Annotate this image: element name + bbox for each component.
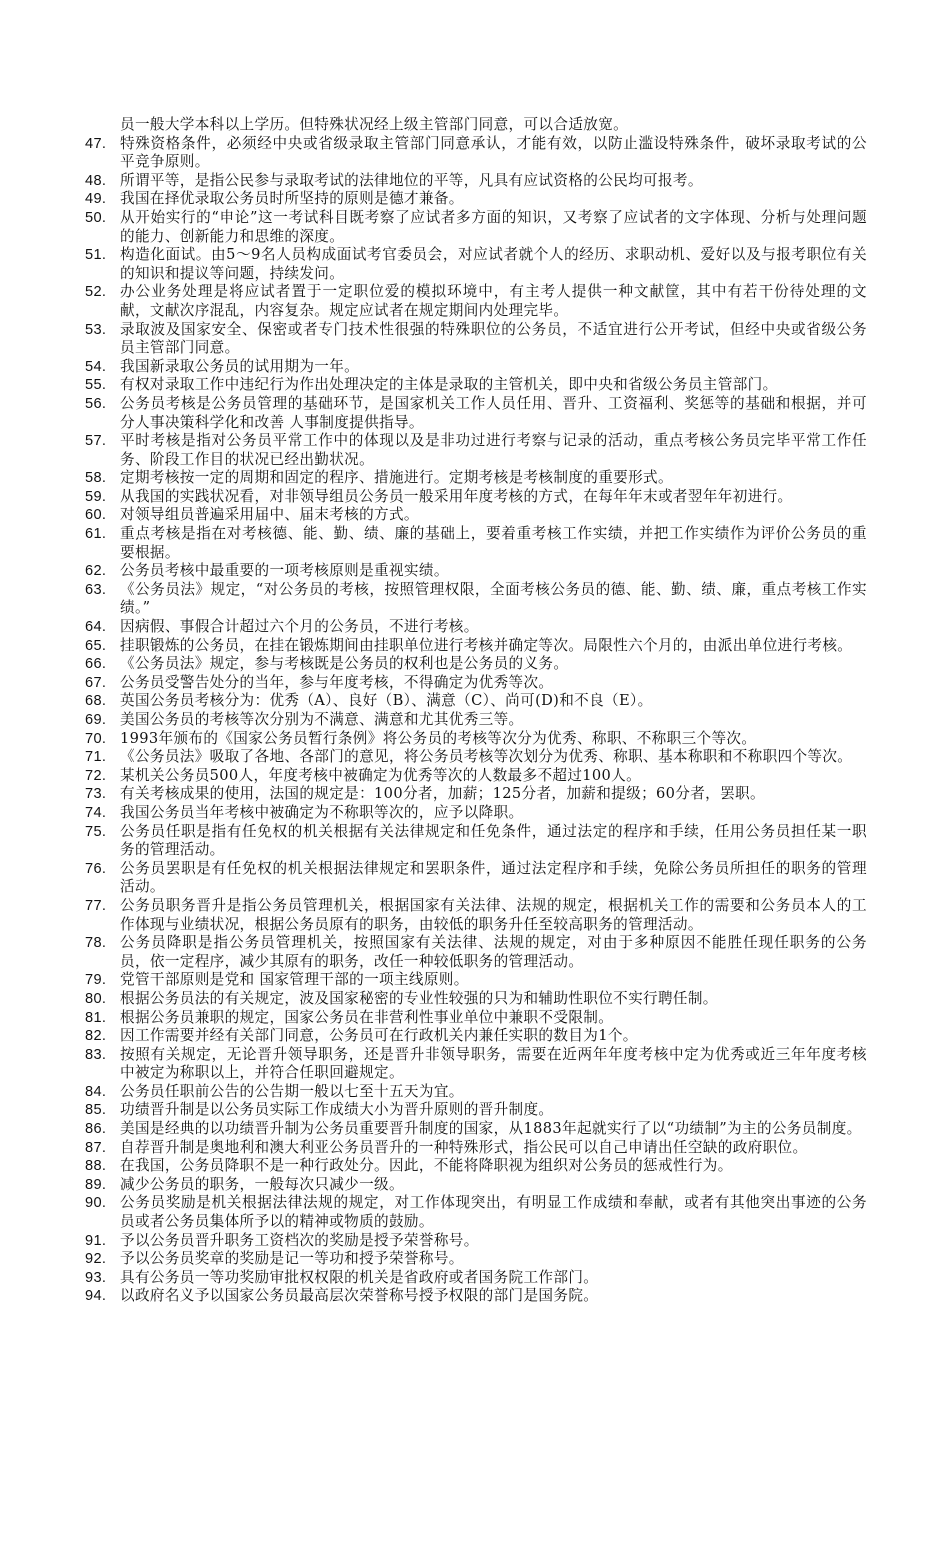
item-number: 72. <box>85 767 107 784</box>
item-text: 我国新录取公务员的试用期为一年。 <box>120 357 360 375</box>
list-item <box>85 135 867 172</box>
list-item <box>85 1027 867 1046</box>
item-number: 94. <box>85 1288 107 1305</box>
item-number: 81. <box>85 1009 107 1026</box>
continued-paragraph: 员一般大学本科以上学历。但特殊状况经上级主管部门同意，可以合适放宽。 <box>120 116 629 133</box>
document-page <box>85 116 867 1306</box>
item-number: 83. <box>85 1046 107 1063</box>
item-text: 功绩晋升制是以公务员实际工作成绩大小为晋升原则的晋升制度。 <box>120 1101 554 1119</box>
item-number: 51. <box>85 247 107 264</box>
item-text: 从我国的实践状况看，对非领导组员公务员一般采用年度考核的方式，在每年年末或者翌年年初进行。 <box>120 487 793 505</box>
item-text: 减少公务员的职务，一般每次只减少一级。 <box>120 1175 404 1193</box>
item-number: 69. <box>85 712 107 728</box>
item-number: 74. <box>85 804 107 821</box>
item-number: 93. <box>85 1269 107 1286</box>
item-number: 79. <box>85 972 107 989</box>
item-text: 根据公务员法的有关规定，波及国家秘密的专业性较强的只为和辅助性职位不实行聘任制。 <box>120 989 718 1007</box>
item-text: 自荐晋升制是奥地利和澳大利亚公务员晋升的一种特殊形式，指公民可以自己申请出任空缺的政府职位。 <box>120 1138 808 1156</box>
list-item <box>85 209 867 246</box>
list-item <box>85 321 867 358</box>
list-item <box>85 730 867 749</box>
item-number: 64. <box>85 619 107 636</box>
list-item <box>85 395 867 432</box>
list-item <box>85 1083 867 1102</box>
item-text: 重点考核是指在对考核德、能、勤、绩、廉的基础上，要着重考核工作实绩，并把工作实绩作为评价公务员的重要根据。 <box>120 525 867 561</box>
item-number: 82. <box>85 1028 107 1045</box>
list-item <box>85 1194 867 1231</box>
item-number: 65. <box>85 637 107 654</box>
numbered-list <box>85 135 867 1306</box>
list-item <box>85 581 867 618</box>
list-item <box>85 469 867 488</box>
list-item <box>85 525 867 562</box>
item-number: 47. <box>85 135 107 152</box>
item-text: 英国公务员考核分为：优秀（A）、良好（B）、满意（C）、尚可(D)和不良（E）。 <box>120 692 653 710</box>
item-text: 平时考核是指对公务员平常工作中的体现以及是非功过进行考察与记录的活动，重点考核公务员完毕平常工作任务、阶段工作目的状况已经出勤状况。 <box>120 432 867 468</box>
item-number: 59. <box>85 488 107 505</box>
list-item <box>85 804 867 823</box>
list-item <box>85 1046 867 1083</box>
item-text: 予以公务员奖章的奖励是记一等功和授予荣誉称号。 <box>120 1250 464 1268</box>
list-item <box>85 860 867 897</box>
list-item <box>85 1139 867 1158</box>
item-text: 对领导组员普遍采用届中、届末考核的方式。 <box>120 506 419 524</box>
list-item <box>85 711 867 730</box>
item-text: 公务员考核是公务员管理的基础环节，是国家机关工作人员任用、晋升、工资福利、奖惩等的基础和根据，并可分人事决策科学化和改善 人事制度提供指导。 <box>120 394 867 431</box>
item-text: 办公业务处理是将应试者置于一定职位爱的模拟环境中，有主考人提供一种文献筐，其中有若干份待处理的文献，文献次序混乱，内容复杂。规定应试者在规定期间内处理完毕。 <box>120 283 867 319</box>
list-item <box>85 376 867 395</box>
list-item <box>85 1120 867 1139</box>
list-item <box>85 823 867 860</box>
item-text: 有权对录取工作中违纪行为作出处理决定的主体是录取的主管机关，即中央和省级公务员主管部门。 <box>120 376 778 394</box>
list-item <box>85 488 867 507</box>
list-item <box>85 655 867 674</box>
item-text: 《公务员法》规定，参与考核既是公务员的权利也是公务员的义务。 <box>120 655 569 673</box>
item-number: 85. <box>85 1102 107 1119</box>
item-text: 我国公务员当年考核中被确定为不称职等次的，应予以降职。 <box>120 803 524 821</box>
item-text: 公务员任职前公告的公告期一般以七至十五天为宜。 <box>120 1082 464 1100</box>
list-item <box>85 283 867 320</box>
item-text: 有关考核成果的使用，法国的规定是：100分者，加薪；125分者，加薪和提级；60分者，罢职。 <box>120 785 765 803</box>
item-text: 公务员受警告处分的当年，参与年度考核，不得确定为优秀等次。 <box>120 673 554 691</box>
item-number: 63. <box>85 581 107 598</box>
list-item <box>85 785 867 804</box>
item-text: 予以公务员晋升职务工资档次的奖励是授予荣誉称号。 <box>120 1231 479 1249</box>
list-item <box>85 1232 867 1251</box>
item-text: 《公务员法》规定，“对公务员的考核，按照管理权限，全面考核公务员的德、能、勤、绩、廉，重点考核工作实绩。” <box>120 580 867 617</box>
item-number: 53. <box>85 321 107 338</box>
list-item <box>85 172 867 191</box>
list-item <box>85 767 867 786</box>
list-item <box>85 897 867 934</box>
list-item <box>85 1157 867 1176</box>
list-item <box>85 432 867 469</box>
item-number: 62. <box>85 563 107 580</box>
item-text: 在我国，公务员降职不是一种行政处分。因此，不能将降职视为组织对公务员的惩戒性行为。 <box>120 1157 733 1175</box>
item-number: 61. <box>85 526 107 543</box>
list-item <box>85 190 867 209</box>
item-number: 76. <box>85 860 107 877</box>
item-number: 88. <box>85 1158 107 1175</box>
list-item <box>85 637 867 656</box>
item-number: 78. <box>85 935 107 952</box>
item-number: 90. <box>85 1195 107 1212</box>
item-text: 因工作需要并经有关部门同意，公务员可在行政机关内兼任实职的数目为1个。 <box>120 1027 638 1045</box>
item-text: 因病假、事假合计超过六个月的公务员，不进行考核。 <box>120 618 479 636</box>
item-number: 49. <box>85 191 107 208</box>
item-number: 71. <box>85 749 107 766</box>
item-text: 美国是经典的以功绩晋升制为公务员重要晋升制度的国家，从1883年起就实行了以“功绩制”为主的公务员制度。 <box>120 1120 862 1138</box>
item-number: 57. <box>85 433 107 450</box>
list-item <box>85 748 867 767</box>
item-number: 67. <box>85 674 107 691</box>
item-number: 54. <box>85 358 107 375</box>
item-text: 具有公务员一等功奖励审批权权限的机关是省政府或者国务院工作部门。 <box>120 1268 599 1286</box>
item-number: 48. <box>85 172 107 189</box>
item-text: 从开始实行的“申论”这一考试科目既考察了应试者多方面的知识，又考察了应试者的文字体现、分析与处理问题的能力、创新能力和思维的深度。 <box>120 208 867 245</box>
item-text: 定期考核按一定的周期和固定的程序、措施进行。定期考核是考核制度的重要形式。 <box>120 469 673 487</box>
item-text: 所谓平等，是指公民参与录取考试的法律地位的平等，凡具有应试资格的公民均可报考。 <box>120 171 703 189</box>
list-item <box>85 674 867 693</box>
item-number: 56. <box>85 395 107 412</box>
list-item <box>85 358 867 377</box>
item-text: 1993年颁布的《国家公务员暂行条例》将公务员的考核等次分为优秀、称职、不称职三个等次。 <box>120 729 757 747</box>
item-text: 《公务员法》吸取了各地、各部门的意见，将公务员考核等次划分为优秀、称职、基本称职和不称职四个等次。 <box>120 748 853 766</box>
list-item <box>85 1269 867 1288</box>
item-number: 89. <box>85 1176 107 1193</box>
item-text: 公务员职务晋升是指公务员管理机关，根据国家有关法律、法规的规定，根据机关工作的需要和公务员本人的工作体现与业绩状况，根据公务员原有的职务，由较低的职务升任至较高职务的管理活动。 <box>120 896 867 933</box>
item-text: 美国公务员的考核等次分别为不满意、满意和尤其优秀三等。 <box>120 711 524 728</box>
list-item <box>85 1287 867 1306</box>
item-number: 77. <box>85 897 107 914</box>
item-number: 55. <box>85 377 107 394</box>
list-item <box>85 562 867 581</box>
list-item <box>85 692 867 711</box>
list-item <box>85 1009 867 1028</box>
item-text: 以政府名义予以国家公务员最高层次荣誉称号授予权限的部门是国务院。 <box>120 1287 599 1305</box>
item-number: 87. <box>85 1139 107 1156</box>
list-item <box>85 618 867 637</box>
item-text: 公务员奖励是机关根据法律法规的规定，对工作体现突出，有明显工作成绩和奉献，或者有其他突出事迹的公务员或者公务员集体所予以的精神或物质的鼓励。 <box>120 1194 867 1231</box>
item-number: 60. <box>85 507 107 524</box>
item-number: 91. <box>85 1232 107 1249</box>
item-number: 66. <box>85 656 107 673</box>
item-number: 58. <box>85 470 107 487</box>
item-text: 按照有关规定，无论晋升领导职务，还是晋升非领导职务，需要在近两年年度考核中定为优秀或近三年年度考核中被定为称职以上，并符合任职回避规定。 <box>120 1045 867 1082</box>
list-item <box>85 246 867 283</box>
item-text: 特殊资格条件，必须经中央或省级录取主管部门同意承认，才能有效，以防止滥设特殊条件，破坏录取考试的公平竞争原则。 <box>120 134 867 171</box>
item-text: 录取波及国家安全、保密或者专门技术性很强的特殊职位的公务员，不适宜进行公开考试，但经中央或省级公务员主管部门同意。 <box>120 320 867 357</box>
list-item <box>85 934 867 971</box>
item-text: 某机关公务员500人，年度考核中被确定为优秀等次的人数最多不超过100人。 <box>120 766 642 784</box>
item-text: 公务员任职是指有任免权的机关根据有关法律规定和任免条件，通过法定的程序和手续，任用公务员担任某一职务的管理活动。 <box>120 822 867 859</box>
item-text: 党管干部原则是党和 国家管理干部的一项主线原则。 <box>120 971 469 989</box>
item-text: 公务员罢职是有任免权的机关根据法律规定和罢职条件，通过法定程序和手续，免除公务员所担任的职务的管理活动。 <box>120 859 867 896</box>
list-item <box>85 990 867 1009</box>
list-item <box>85 506 867 525</box>
list-item <box>85 1176 867 1195</box>
item-number: 68. <box>85 693 107 710</box>
list-item <box>85 1250 867 1269</box>
list-item <box>85 1101 867 1120</box>
item-text: 公务员降职是指公务员管理机关，按照国家有关法律、法规的规定，对由于多种原因不能胜任现任职务的公务员，依一定程序，减少其原有的职务，改任一种较低职务的管理活动。 <box>120 934 867 970</box>
item-text: 构造化面试。由5～9名人员构成面试考官委员会，对应试者就个人的经历、求职动机、爱好以及与报考职位有关的知识和提议等问题，持续发问。 <box>120 246 867 282</box>
item-number: 75. <box>85 823 107 840</box>
item-text: 根据公务员兼职的规定，国家公务员在非营利性事业单位中兼职不受限制。 <box>120 1008 614 1026</box>
item-number: 73. <box>85 786 107 803</box>
item-number: 50. <box>85 209 107 226</box>
item-text: 公务员考核中最重要的一项考核原则是重视实绩。 <box>120 562 449 580</box>
item-text: 我国在择优录取公务员时所坚持的原则是德才兼备。 <box>120 190 464 208</box>
item-number: 92. <box>85 1251 107 1268</box>
item-number: 80. <box>85 990 107 1007</box>
item-number: 70. <box>85 730 107 747</box>
item-number: 86. <box>85 1121 107 1138</box>
list-item <box>85 971 867 990</box>
item-text: 挂职锻炼的公务员，在挂在锻炼期间由挂职单位进行考核并确定等次。局限性六个月的，由派出单位进行考核。 <box>120 636 853 654</box>
item-number: 84. <box>85 1083 107 1100</box>
item-number: 52. <box>85 284 107 301</box>
